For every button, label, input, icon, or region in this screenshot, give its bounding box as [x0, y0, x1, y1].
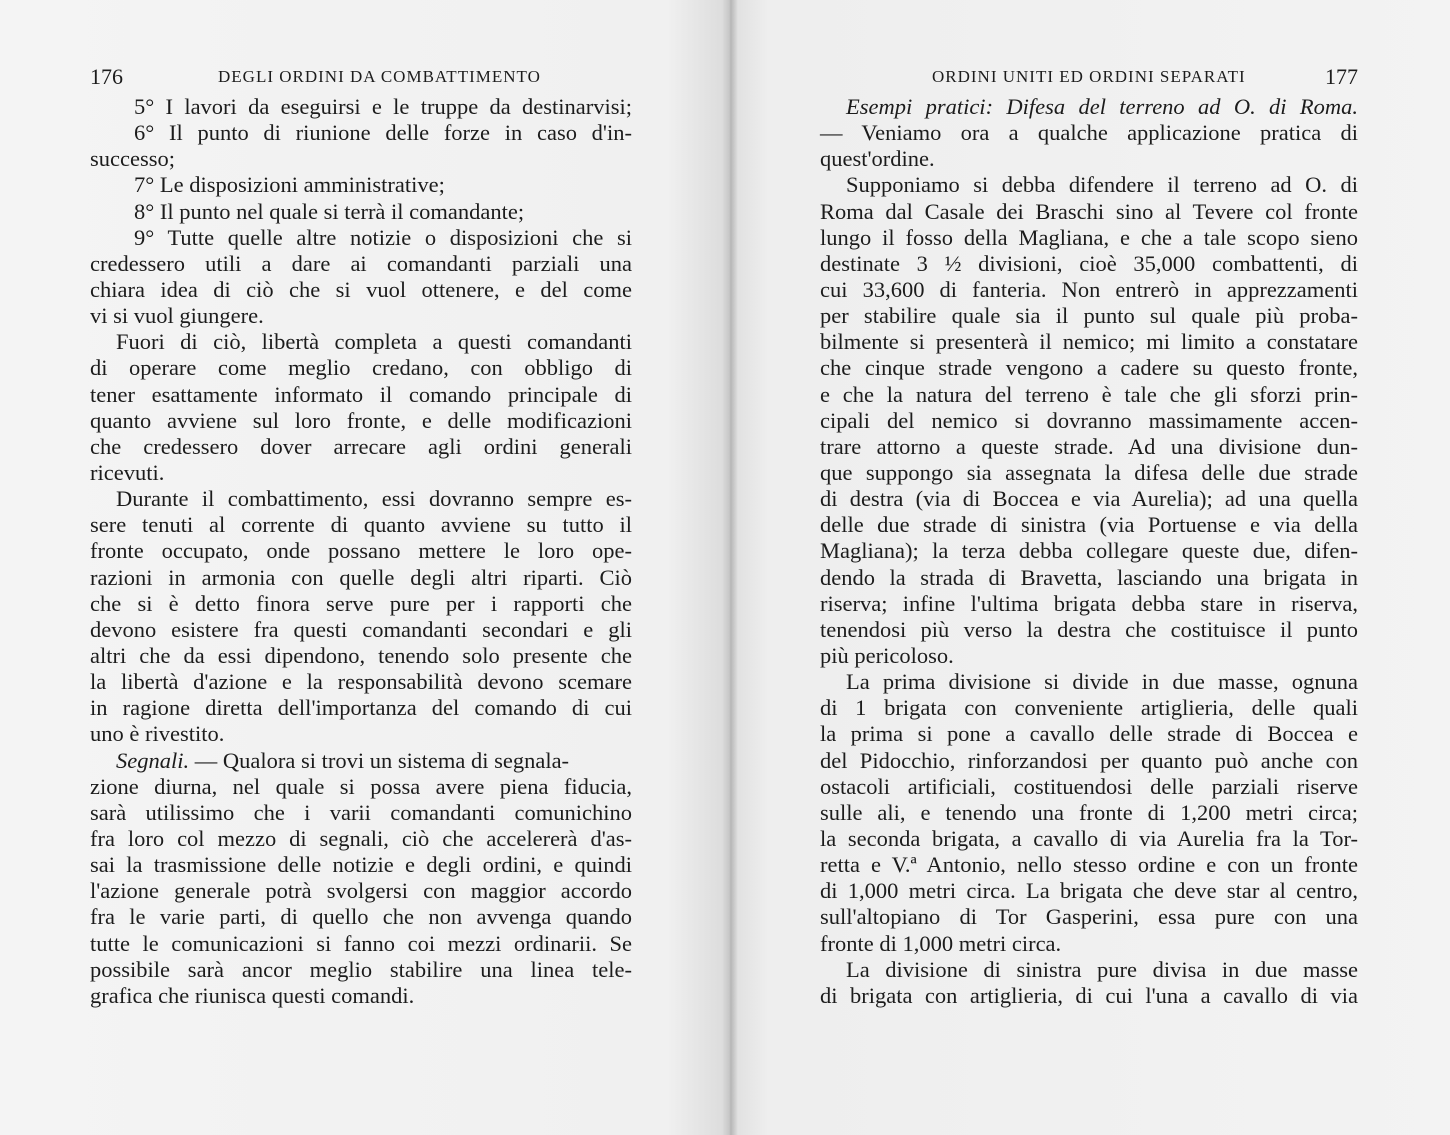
text-line: razioni in armonia con quelle degli altri riparti. Ciò	[90, 564, 632, 590]
text-line: di brigata con artiglieria, di cui l'una a cavallo di via	[820, 982, 1358, 1008]
left-page	[90, 60, 632, 1009]
text-line: ricevuti.	[90, 459, 165, 485]
text-line: la prima si pone a cavallo delle strade di Boccea e	[820, 721, 1358, 747]
text-line: vi si vuol giungere.	[90, 303, 264, 329]
text-line: que suppongo sia assegnata la difesa delle due strade	[820, 459, 1358, 485]
text-line: fra loro col mezzo di segnali, ciò che accelererà d'as-	[90, 825, 632, 851]
text-line: uno è rivestito.	[90, 721, 225, 747]
text-line: più pericoloso.	[820, 642, 954, 668]
text-line: Magliana); la terza debba collegare queste due, difen-	[820, 538, 1358, 564]
text-line: di 1,000 metri circa. La brigata che deve star al centro,	[820, 878, 1358, 904]
text-line: fronte occupato, onde possano mettere le loro ope-	[90, 538, 632, 564]
text-line: 9° Tutte quelle altre notizie o disposizioni che si	[134, 224, 632, 250]
right-page-body	[820, 94, 1358, 1009]
text-line: quanto avviene sul loro fronte, e delle modificazioni	[90, 407, 632, 433]
right-running-title: ORDINI UNITI ED ORDINI SEPARATI	[932, 67, 1246, 86]
text-line: tenendosi più verso la destra che costituisce il punto	[820, 616, 1358, 642]
text-line: che cinque strade vengono a cadere su questo fronte,	[820, 355, 1358, 381]
text-line: di operare come meglio credano, con obbligo di	[90, 355, 632, 381]
text-line: retta e V.ª Antonio, nello stesso ordine e con un fronte	[820, 852, 1358, 878]
text-line: zione diurna, nel quale si possa avere piena fiducia,	[90, 773, 632, 799]
text-line: La divisione di sinistra pure divisa in due masse	[846, 956, 1358, 982]
text-line: Fuori di ciò, libertà completa a questi comandanti	[116, 329, 632, 355]
text-line: chiara idea di ciò che si vuol ottenere, e del come	[90, 276, 632, 302]
text-line: per stabilire quale sia il punto sul quale più proba-	[820, 303, 1358, 329]
text-line: bilmente si presenterà il nemico; mi limito a constatare	[820, 329, 1358, 355]
text-line: che si è detto finora serve pure per i rapporti che	[90, 590, 632, 616]
text-line: 5° I lavori da eseguirsi e le truppe da destinarvisi;	[134, 94, 632, 119]
text-line: Supponiamo si debba difendere il terreno ad O. di	[846, 172, 1358, 198]
text-line: sai la trasmissione delle notizie e degli ordini, e quindi	[90, 852, 632, 878]
right-running-head	[820, 60, 1358, 94]
text-line: sarà utilissimo che i varii comandanti comunichino	[90, 799, 632, 825]
text-line: 7° Le disposizioni amministrative;	[134, 172, 445, 198]
left-page-number: 176	[90, 64, 123, 89]
text-line: sulle ali, e tenendo una fronte di 1,200 metri circa;	[820, 799, 1358, 825]
text-line: di 1 brigata con conveniente artiglieria, delle quali	[820, 695, 1358, 721]
text-line	[90, 748, 632, 774]
left-page-body	[90, 94, 632, 1009]
right-page-number: 177	[1325, 64, 1358, 89]
text-line: devono esistere fra questi comandanti secondari e gli	[90, 616, 632, 642]
text-line: quest'ordine.	[820, 146, 935, 172]
text-line: lungo il fosso della Magliana, e che a tale scopo sieno	[820, 224, 1358, 250]
text-line: e che la natura del terreno è tale che gli sforzi prin-	[820, 381, 1358, 407]
text-line: possibile sarà ancor meglio stabilire una linea tele-	[90, 956, 632, 982]
text-line: di destra (via di Boccea e via Aurelia); ad una quella	[820, 486, 1358, 512]
text-line: che credessero dover arrecare agli ordini generali	[90, 433, 632, 459]
text-line: grafica che riunisca questi comandi.	[90, 982, 415, 1008]
text-line: 6° Il punto di riunione delle forze in caso d'in-	[134, 120, 632, 146]
text-line: tutte le comunicazioni si fanno coi mezzi ordinarii. Se	[90, 930, 632, 956]
text-line: cipali del nemico si dovranno massimamente accen-	[820, 407, 1358, 433]
section-heading-text: — Qualora si trovi un sistema di segnala-	[189, 747, 570, 773]
text-line: la seconda brigata, a cavallo di via Aurelia fra la Tor-	[820, 825, 1358, 851]
text-line: successo;	[90, 146, 175, 172]
text-line: la libertà d'azione e la responsabilità devono scemare	[90, 669, 632, 695]
text-line: altri che da essi dipendono, tenendo solo presente che	[90, 642, 632, 668]
text-line: sere tenuti al corrente di quanto avviene su tutto il	[90, 512, 632, 538]
text-line: Roma dal Casale dei Braschi sino al Tevere col fronte	[820, 198, 1358, 224]
text-line: l'azione generale potrà svolgersi con maggior accordo	[90, 878, 632, 904]
text-line: sull'altopiano di Tor Gasperini, essa pure con una	[820, 904, 1358, 930]
text-line: del Pidocchio, rinforzandosi per quanto può anche con	[820, 747, 1358, 773]
text-line: destinate 3 ½ divisioni, cioè 35,000 combattenti, di	[820, 250, 1358, 276]
text-line: fronte di 1,000 metri circa.	[820, 930, 1062, 956]
text-line: 8° Il punto nel quale si terrà il comandante;	[134, 198, 525, 224]
text-line: Durante il combattimento, essi dovranno sempre es-	[116, 486, 632, 512]
left-running-head	[90, 60, 632, 94]
text-line: ostacoli artificiali, costituendosi delle parziali riserve	[820, 773, 1358, 799]
text-line: delle due strade di sinistra (via Portuense e via della	[820, 512, 1358, 538]
text-line: riserva; infine l'ultima brigata debba stare in riserva,	[820, 590, 1358, 616]
section-heading: Segnali.	[116, 747, 190, 773]
text-line: dendo la strada di Bravetta, lasciando una brigata in	[820, 564, 1358, 590]
text-line: in ragione diretta dell'importanza del comando di cui	[90, 695, 632, 721]
section-heading: Esempi pratici: Difesa del terreno ad O. di Roma.	[846, 94, 1358, 119]
text-line: cui 33,600 di fanteria. Non entrerò in apprezzamenti	[820, 276, 1358, 302]
right-page	[820, 60, 1358, 1009]
text-line: La prima divisione si divide in due masse, ognuna	[846, 669, 1358, 695]
text-line: credessero utili a dare ai comandanti parziali una	[90, 250, 632, 276]
text-line: tener esattamente informato il comando principale di	[90, 381, 632, 407]
text-line: trare attorno a queste strade. Ad una divisione dun-	[820, 433, 1358, 459]
text-line: fra le varie parti, di quello che non avvenga quando	[90, 904, 632, 930]
text-line: — Veniamo ora a qualche applicazione pratica di	[820, 120, 1358, 146]
left-running-title: DEGLI ORDINI DA COMBATTIMENTO	[218, 67, 541, 86]
book-gutter	[722, 0, 738, 1135]
